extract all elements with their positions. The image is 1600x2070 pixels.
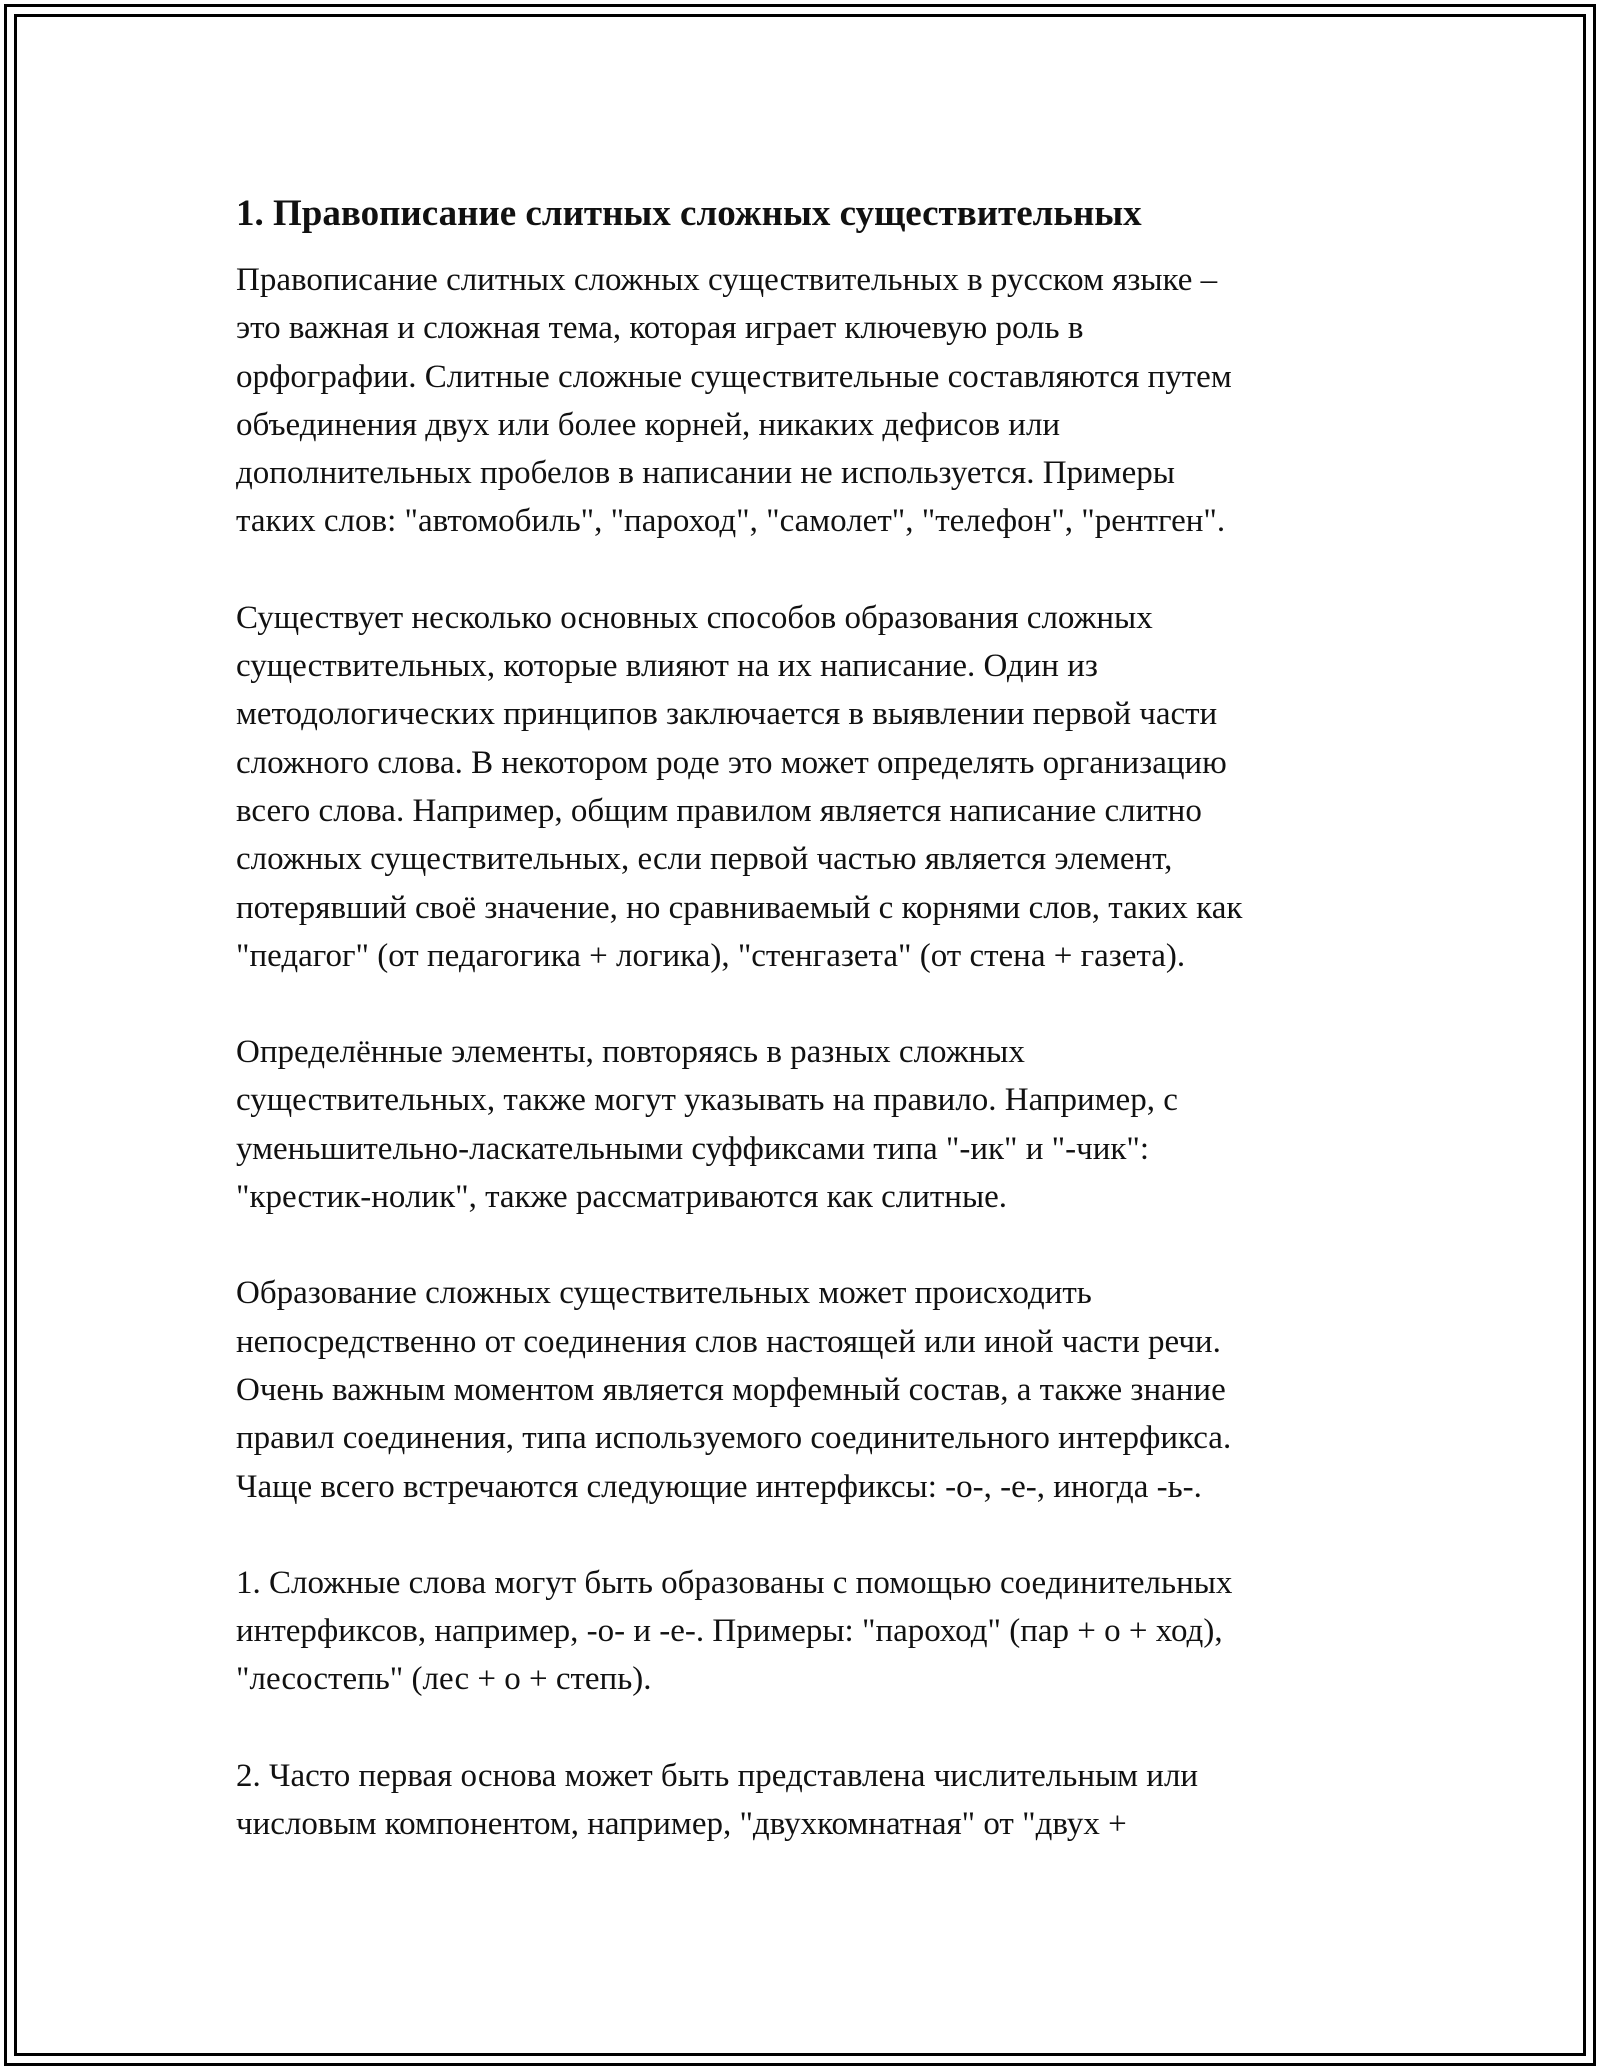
paragraph-repeating-elements: Определённые элементы, повторяясь в разных сложных существительных, также могут указывать на правило. Например, с уменьшительно-ласкательными суффиксами типа "-ик" и "-чик": "крестик-нолик", также рассматриваются как слитные. (236, 1034, 1178, 1216)
paragraph-intro: Правописание слитных сложных существительных в русском языке – это важная и сложная тема, которая играет ключевую роль в орфографии. Слитные сложные существительные составляются путем объединения двух или более корней, никаких дефисов или дополнительных пробелов в написании не используется. Примеры таких слов: "автомобиль", "пароход", "самолет", "телефон", "рентген". (236, 262, 1232, 540)
document-body (236, 186, 1376, 1848)
paragraph-formation-methods: Существует несколько основных способов образования сложных существительных, которые влияют на их написание. Один из методологических принципов заключается в выявлении первой части сложного слова. В некотором роде это может определять организацию всего слова. Например, общим правилом является написание слитно сложных существительных, если первой частью является элемент, потерявший своё значение, но сравниваемый с корнями слов, таких как "педагог" (от педагогика + логика), "стенгазета" (от стена + газета). (236, 599, 1243, 974)
list-item-1: 1. Сложные слова могут быть образованы с помощью соединительных интерфиксов, например, -о- и -е-. Примеры: "пароход" (пар + о + ход), "лесостепь" (лес + о + степь). (236, 1564, 1233, 1698)
paragraph-interfixes: Образование сложных существительных может происходить непосредственно от соединения слов настоящей или иной части речи. Очень важным моментом является морфемный состав, а также знание правил соединения, типа используемого соединительного интерфикса. Чаще всего встречаются следующие интерфиксы: -о-, -е-, иногда -ь-. (236, 1275, 1232, 1505)
list-item-2: 2. Часто первая основа может быть представлена числительным или числовым компонентом, например, "двухкомнатная" от "двух + (236, 1757, 1199, 1843)
document-heading: 1. Правописание слитных сложных существительных (236, 193, 1142, 234)
